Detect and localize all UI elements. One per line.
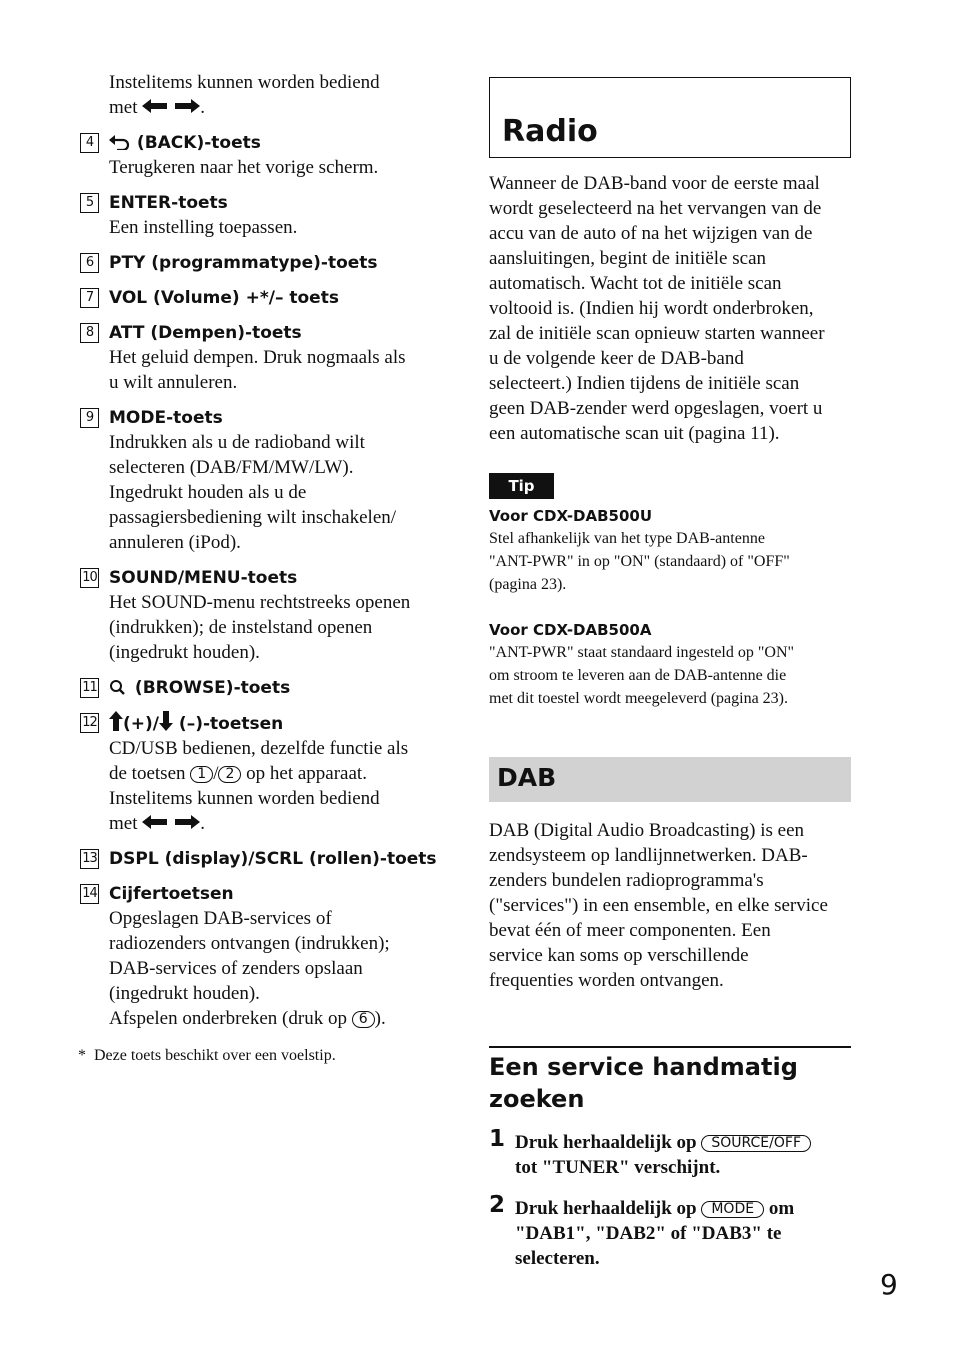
item-number: 7 — [80, 288, 99, 308]
page-title: Radio — [502, 114, 598, 149]
tip-block-dab500a: Voor CDX-DAB500A "ANT-PWR" staat standaard ingesteld op "ON" om stroom te leveren aan de DAB-antenne die met dit toestel wordt meegeleverd (pagina 23). — [489, 620, 851, 710]
item-mode-key: 9 MODE-toets Indrukken als u de radioband wilt selecteren (DAB/FM/MW/LW). Ingedrukt houden als u de passagiersbediening wilt inschakelen/ annuleren (iPod). — [78, 406, 450, 555]
left-right-arrows-icon — [142, 814, 200, 830]
step-1: 1 Druk herhaaldelijk op SOURCE/OFF tot "TUNER" verschijnt. — [489, 1130, 851, 1180]
item-up-down-keys: 12 (+)/ (–)-toetsen CD/USB bedienen, dezelfde functie als de toetsen 1 / 2 op het apparaat. Instelitems kunnen worden bediend met . — [78, 711, 450, 836]
magnifier-icon — [109, 679, 129, 695]
item-number: 9 — [80, 408, 99, 428]
item-enter-key: 5 ENTER-toets Een instelling toepassen. — [78, 191, 450, 240]
item-title: MODE-toets — [109, 408, 223, 428]
radio-paragraph: Wanneer de DAB-band voor de eerste maal wordt geselecteerd na het vervangen van de accu van de auto of na het wijzigen van de aansluitingen, begint de initiële scan automatisch. Wacht tot de initiële scan voltooid is. (Indien hij wordt onderbroken, zal de initiële scan opnieuw starten wanneer u de volgende keer de DAB-band selecteert.) Indien tijdens de initiële scan geen DAB-zender werd opgeslagen, voert u een automatische scan uit (pagina 11). — [489, 173, 825, 444]
right-column — [489, 77, 851, 1271]
key-2: 2 — [218, 766, 241, 783]
step-2: 2 Druk herhaaldelijk op MODE om "DAB1", "DAB2" of "DAB3" te selecteren. — [489, 1192, 795, 1269]
step-number: 2 — [489, 1192, 506, 1218]
step-number: 1 — [489, 1126, 506, 1152]
arrow-down-icon — [159, 711, 173, 731]
tip-block-dab500u: Voor CDX-DAB500U Stel afhankelijk van het type DAB-antenne "ANT-PWR" in op "ON" (standaard) of "OFF" (pagina 23). — [489, 506, 851, 596]
left-column — [78, 70, 450, 1067]
item-number: 14 — [80, 884, 99, 904]
item-number: 4 — [80, 133, 99, 153]
intro-text: Instelitems kunnen worden bediend met . — [109, 72, 380, 118]
radio-title-box — [489, 77, 851, 158]
back-arrow-icon — [109, 134, 131, 150]
source-off-key: SOURCE/OFF — [701, 1135, 811, 1152]
footnote: * Deze toets beschikt over een voelstip. — [78, 1047, 336, 1064]
dab-paragraph: DAB (Digital Audio Broadcasting) is een zendsysteem op landlijnnetwerken. DAB- zenders bundelen radioprogramma's ("services") in een ensemble, en elke service bevat één of meer componenten. Een service kan soms op verschillende frequenties worden ontvangen. — [489, 820, 828, 991]
item-dspl-key — [78, 847, 450, 871]
dab-section-heading: DAB — [489, 757, 851, 802]
item-title: ENTER-toets — [109, 193, 228, 213]
item-number-keys: 14 Cijfertoetsen Opgeslagen DAB-services of radiozenders ontvangen (indrukken); DAB-services of zenders opslaan (ingedrukt houden). Afspelen onderbreken (druk op 6 ). — [78, 882, 450, 1031]
key-1: 1 — [190, 766, 213, 783]
tip-heading: Voor CDX-DAB500A — [489, 621, 652, 639]
page-number: 9 — [880, 1268, 898, 1301]
item-back-key: 4 (BACK)-toets Terugkeren naar het vorige scherm. — [78, 131, 450, 180]
item-number: 12 — [80, 713, 99, 733]
item-vol-key — [78, 286, 450, 310]
item-number: 10 — [80, 568, 99, 588]
left-right-arrows-icon — [142, 98, 200, 114]
item-number: 6 — [80, 253, 99, 273]
item-number: 8 — [80, 323, 99, 343]
item-sound-menu-key: 10 SOUND/MENU-toets Het SOUND-menu rechtstreeks openen (indrukken); de instelstand openen (ingedrukt houden). — [78, 566, 450, 665]
service-heading: Een service handmatig zoeken — [489, 1046, 851, 1115]
item-number: 11 — [80, 678, 99, 698]
item-browse-key — [78, 676, 450, 700]
item-pty-key — [78, 251, 450, 275]
item-title: PTY (programmatype)-toets — [109, 253, 378, 273]
item-title: DSPL (display)/SCRL (rollen)-toets — [109, 849, 437, 869]
mode-key: MODE — [701, 1201, 764, 1218]
item-title: ATT (Dempen)-toets — [109, 323, 302, 343]
arrow-up-icon — [109, 711, 123, 731]
item-number: 13 — [80, 849, 99, 869]
item-title: Cijfertoetsen — [109, 884, 234, 904]
item-att-key: 8 ATT (Dempen)-toets Het geluid dempen. Druk nogmaals als u wilt annuleren. — [78, 321, 450, 395]
key-6: 6 — [352, 1011, 375, 1028]
item-number: 5 — [80, 193, 99, 213]
tip-heading: Voor CDX-DAB500U — [489, 507, 653, 525]
item-title: (BROWSE)-toets — [134, 678, 291, 698]
item-title: VOL (Volume) +*/– toets — [109, 288, 339, 308]
item-title: SOUND/MENU-toets — [109, 568, 298, 588]
item-title: (BACK)-toets — [136, 133, 261, 153]
tip-badge: Tip — [489, 473, 554, 499]
